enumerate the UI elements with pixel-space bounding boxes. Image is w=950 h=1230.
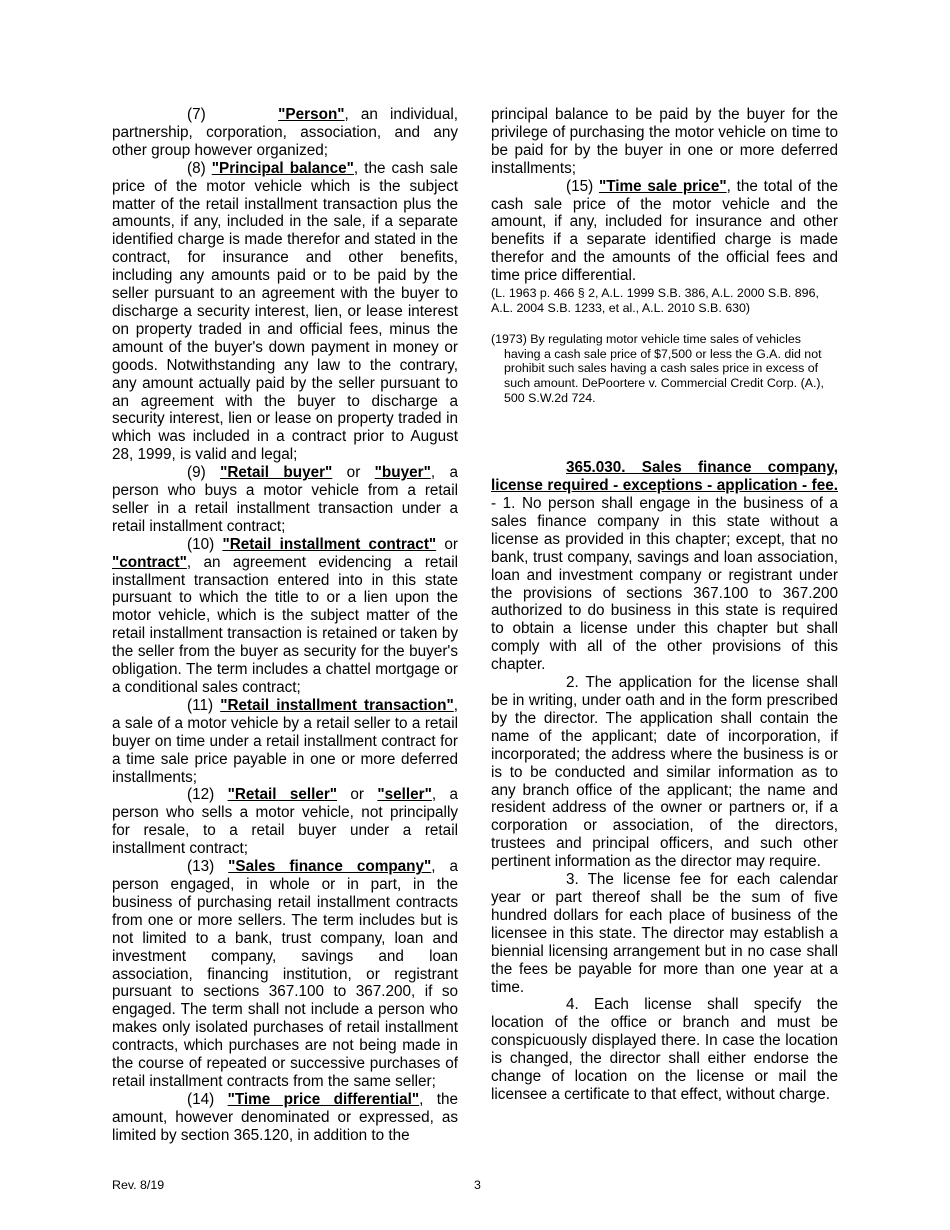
left-column xyxy=(112,106,458,1145)
definition-12: (12) "Retail seller" or "seller", a person who sells a motor vehicle, not principally for resale, to a retail buyer under a retail installment contract; xyxy=(112,786,458,858)
term-contract: "contract" xyxy=(112,553,187,571)
definition-14-continued: principal balance to be paid by the buyer for the privilege of purchasing the motor vehicle on time to be paid for by the buyer in one or more deferred installments; xyxy=(491,106,838,177)
definition-9: (9) "Retail buyer" or "buyer", a person who buys a motor vehicle from a retail seller in a retail installment transaction under a retail installment contract; xyxy=(112,464,458,535)
definition-8: (8) "Principal balance", the cash sale price of the motor vehicle which is the subject matter of the retail installment transaction plus the amounts, if any, included in the sale, if a separate identified charge is made therefor and stated in the contract, for insurance and other benefits, including any amounts paid or to be paid by the seller pursuant to an agreement with the buyer to discharge a security interest, lien, or lease interest on property traded in and official fees, minus the amount of the buyer's down payment in money or goods. Notwithstanding any law to the contrary, any amount actually paid by the seller pursuant to an agreement with the buyer to discharge a security interest, lien or lease on property traded in which was included in a contract prior to August 28, 1999, is valid and legal; xyxy=(112,159,458,464)
term-retail-seller: "Retail seller" xyxy=(227,786,338,804)
term-time-sale-price: "Time sale price" xyxy=(598,177,727,195)
section-subsection-3: 3. The license fee for each calendar year or part thereof shall be the sum of five hundred dollars for each place of business of the licensee in this state. The director may establish a biennial licensing arrangement but in no case shall the fees be payable for more than one year at a time. xyxy=(491,871,838,996)
section-heading: 365.030. Sales finance company, license required - exceptions - application - fee. xyxy=(491,459,838,495)
term-retail-installment-transaction: "Retail installment transaction" xyxy=(220,696,454,714)
term-buyer: "buyer" xyxy=(374,464,431,482)
page-number: 3 xyxy=(474,1178,481,1192)
section-subsection-4: 4. Each license shall specify the location of the office or branch and must be conspicuously displayed there. In case the location is changed, the director shall either endorse the change of location on the license or mail the licensee a certificate to that effect, without charge. xyxy=(491,996,838,1103)
term-retail-installment-contract: "Retail installment contract" xyxy=(222,535,437,553)
legislative-history: (L. 1963 p. 466 § 2, A.L. 1999 S.B. 386, A.L. 2000 S.B. 896, A.L. 2004 S.B. 1233, et al., A.L. 2010 S.B. 630) xyxy=(491,286,819,315)
definition-14: (14) "Time price differential", the amount, however denominated or expressed, as limited by section 365.120, in addition to the xyxy=(112,1090,459,1144)
section-subsection-1: - 1. No person shall engage in the business of a sales finance company in this state without a license as provided in this chapter; except, that no bank, trust company, savings and loan association, loan and investment company or registrant under the provisions of sections 367.100 to 367.200 authorized to do business in this state is required to obtain a license under this chapter but shall comply with all of the other provisions of this chapter. xyxy=(491,495,838,674)
right-column xyxy=(491,106,838,1104)
term-seller: "seller" xyxy=(377,786,432,804)
term-sales-finance-company: "Sales finance company" xyxy=(228,858,432,876)
term-person: "Person" xyxy=(278,106,345,123)
term-time-price-differential: "Time price differential" xyxy=(227,1090,420,1108)
term-retail-buyer: "Retail buyer" xyxy=(220,464,333,482)
definition-11: (11) "Retail installment transaction", a sale of a motor vehicle by a retail seller to a retail buyer on time under a retail installment contract for a time sale price payable in one or more deferred installments; xyxy=(112,696,458,786)
definition-10: (10) "Retail installment contract" or "contract", an agreement evidencing a retail installment transaction entered into in this state pursuant to which the title to or a lien upon the motor vehicle, which is the subject matter of the retail installment transaction is retained or taken by the seller from the buyer as security for the buyer's obligation. The term includes a chattel mortgage or a conditional sales contract; xyxy=(112,535,459,696)
term-principal-balance: "Principal balance" xyxy=(211,159,354,177)
footer-revision: Rev. 8/19 xyxy=(112,1178,165,1192)
case-annotation: (1973) By regulating motor vehicle time sales of vehicles having a cash sale price of $7,500 or less the G.A. did not prohibit such sales having a cash sales price in excess of such amount. DePoortere v. Commercial Credit Corp. (A.), 500 S.W.2d 724. xyxy=(491,332,824,405)
definition-15: (15) "Time sale price", the total of the cash sale price of the motor vehicle and the amount, if any, included for insurance and other benefits if a separate identified charge is made therefor and the amounts of the official fees and time price differential. xyxy=(491,177,839,285)
section-subsection-2: 2. The application for the license shall be in writing, under oath and in the form prescribed by the director. The application shall contain the name of the applicant; date of incorporation, if incorporated; the address where the business is or is to be conducted and similar information as to any branch office of the applicant; the name and resident address of the owner or partners or, if a corporation or association, of the directors, trustees and principal officers, and such other pertinent information as the director may require. xyxy=(491,674,838,871)
section-365-030 xyxy=(491,459,838,1104)
definition-7: (7) "Person", an individual, partnership, corporation, association, and any other group however organized; xyxy=(112,106,458,159)
definition-13: (13) "Sales finance company", a person engaged, in whole or in part, in the business of purchasing retail installment contracts from one or more sellers. The term includes but is not limited to a bank, trust company, loan and investment company, savings and loan association, financing institution, or registrant pursuant to sections 367.100 to 367.200, if so engaged. The term shall not include a person who makes only isolated purchases of retail installment contracts, which purchases are not being made in the course of repeated or successive purchases of retail installment contracts from the same seller; xyxy=(112,858,458,1090)
